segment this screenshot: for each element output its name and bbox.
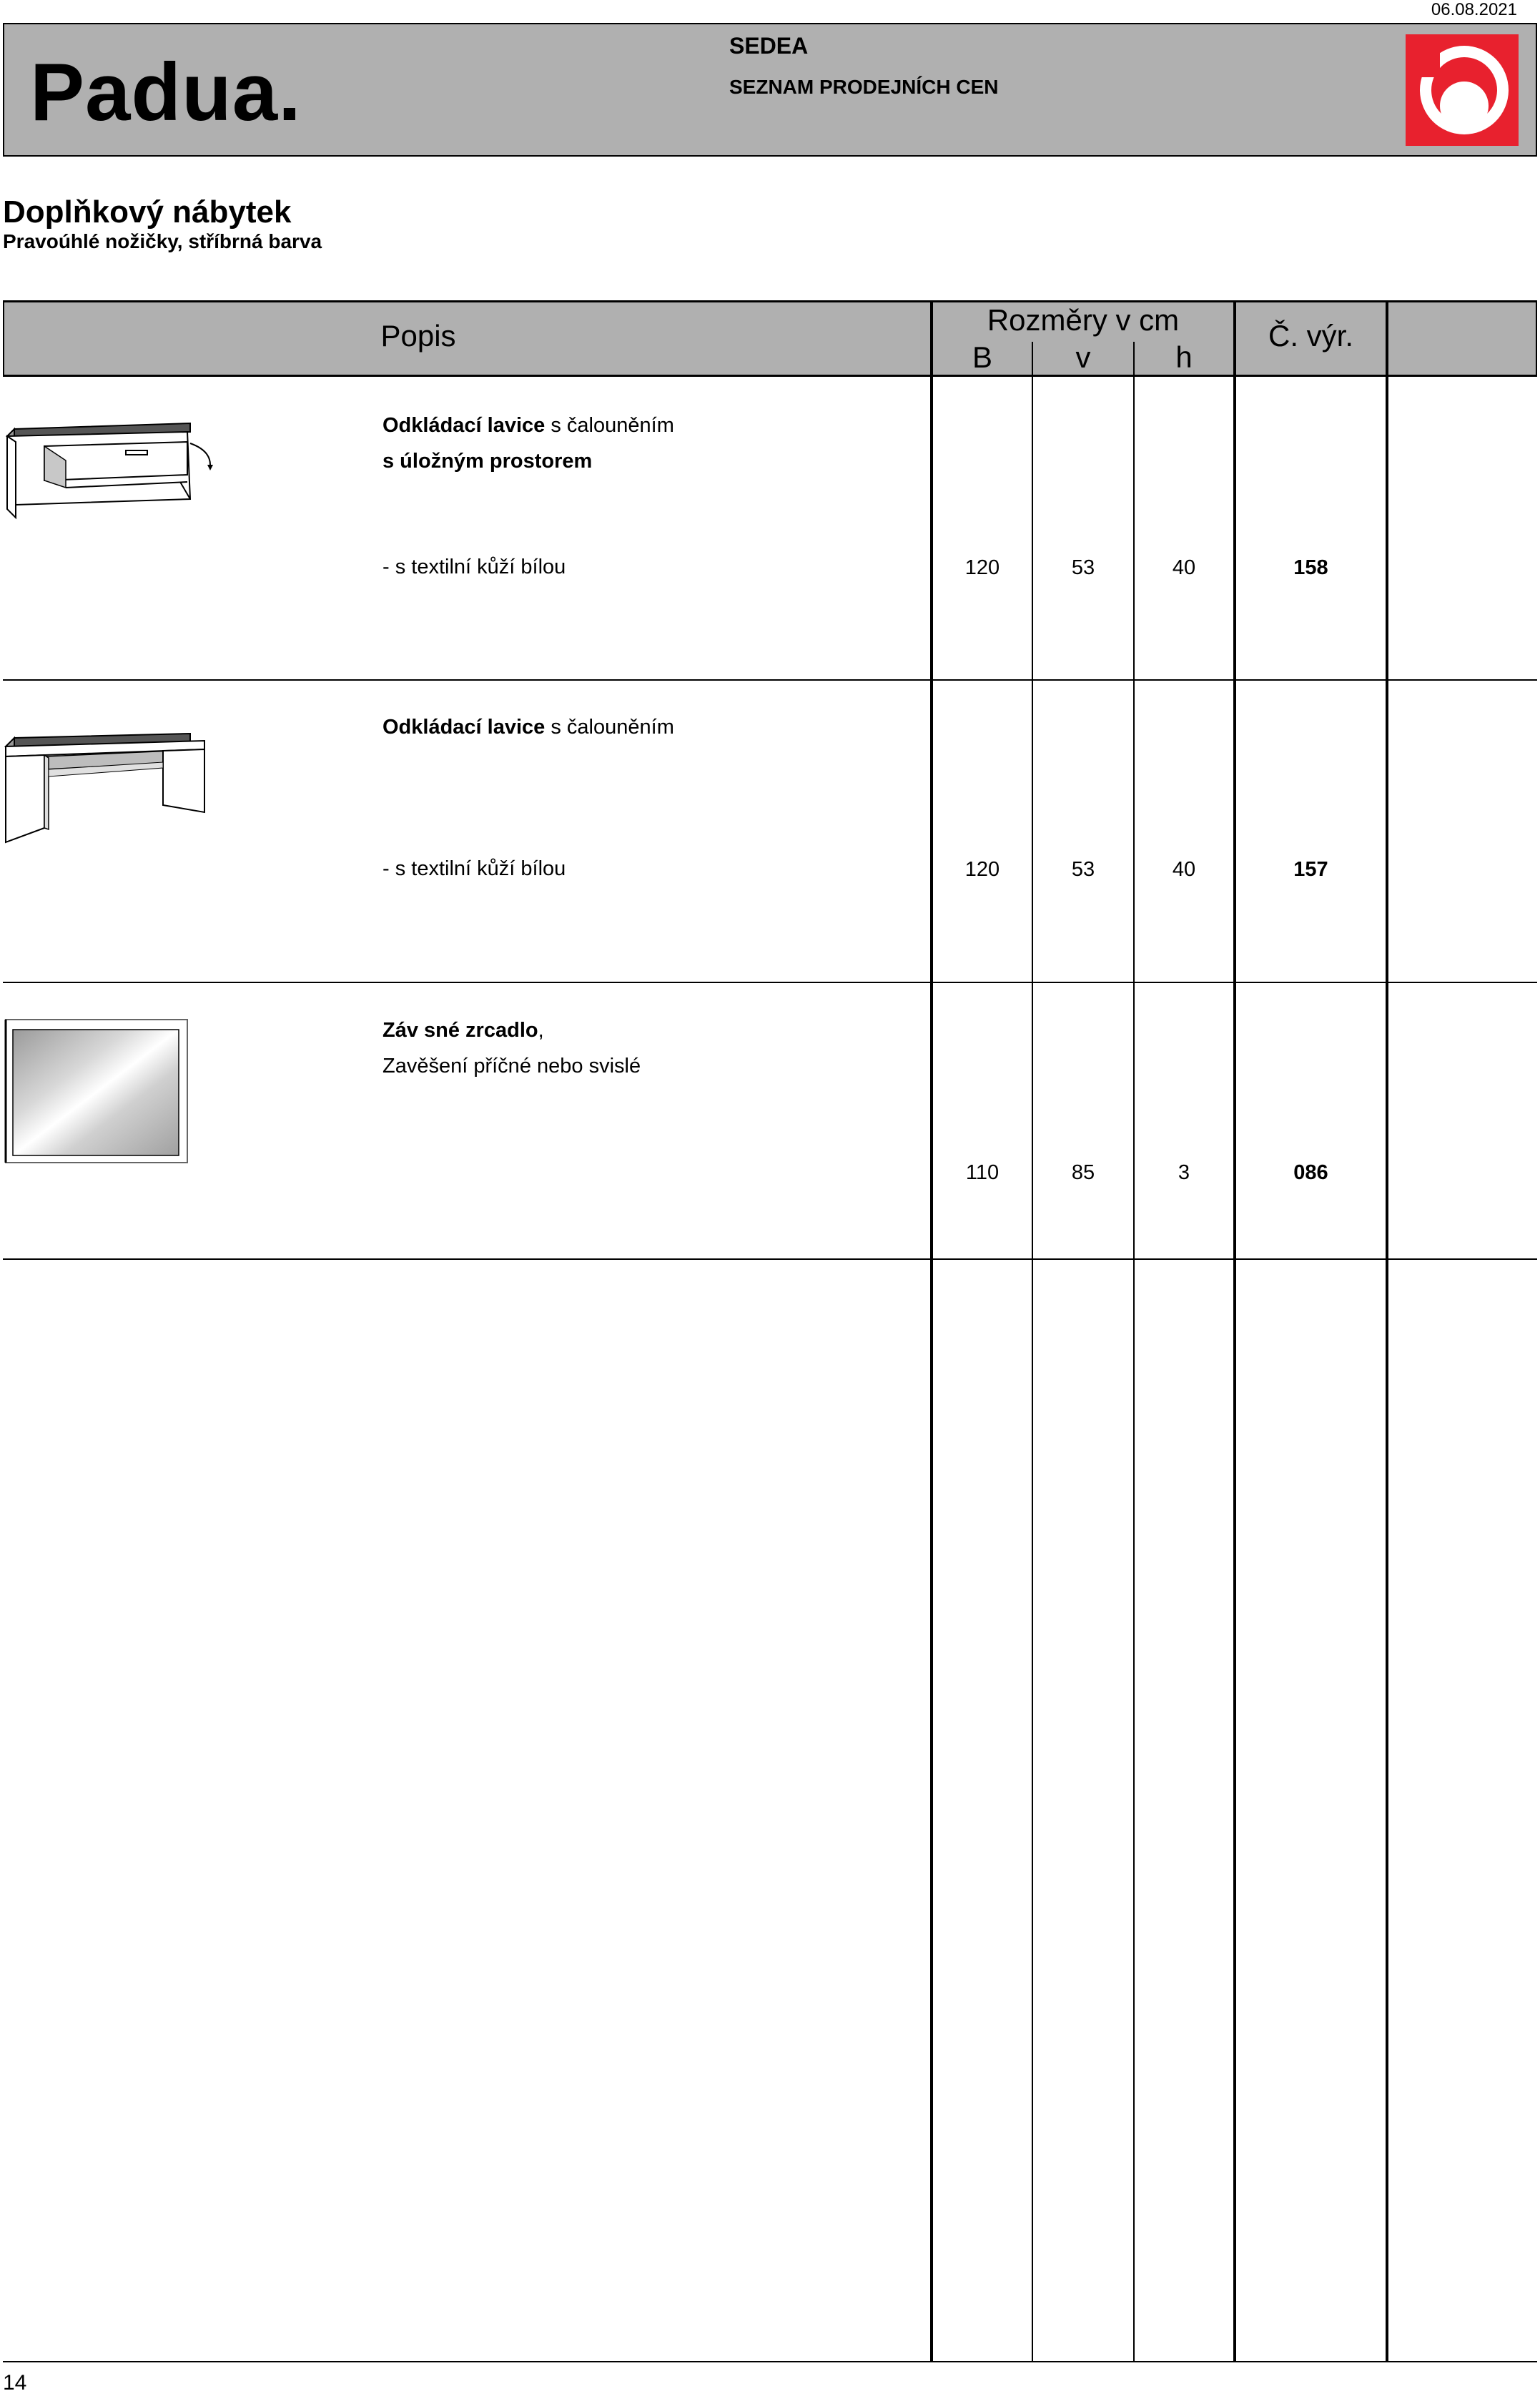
column-header-v: v — [1075, 340, 1091, 374]
column-divider — [1032, 342, 1033, 2361]
bench-icon — [3, 722, 217, 844]
section-subtitle: Pravoúhlé nožičky, stříbrná barva — [3, 230, 322, 252]
dimension-b: 120 — [964, 858, 1000, 881]
dimension-h: 40 — [1172, 556, 1196, 579]
product-code: 157 — [1293, 858, 1328, 881]
product-subtitle-bold: s úložným prostorem — [382, 450, 593, 473]
product-title — [382, 408, 674, 443]
product-title-rest: s čalouněním — [545, 414, 674, 437]
brand-title: Padua. — [30, 47, 302, 138]
dimension-v: 53 — [1071, 858, 1095, 881]
dimension-h: 40 — [1172, 858, 1196, 881]
header-left-border — [3, 300, 4, 376]
product-title-bold: Záv sné zrcadlo — [382, 1019, 538, 1042]
page-number: 14 — [3, 2371, 27, 2395]
price-list-title: SEZNAM PRODEJNÍCH CEN — [729, 76, 999, 98]
column-header-h: h — [1175, 340, 1193, 374]
product-title-rest: , — [538, 1019, 544, 1042]
page-header — [3, 23, 1537, 157]
product-title-bold: Odkládací lavice — [382, 716, 546, 739]
column-header-b: B — [972, 340, 992, 374]
column-divider — [930, 300, 933, 2361]
product-description — [382, 408, 674, 479]
sedea-logo-icon — [1406, 34, 1519, 146]
table-bottom-border — [3, 2361, 1537, 2362]
table-top-border — [3, 300, 1537, 302]
dimension-b: 120 — [964, 556, 1000, 579]
column-header-popis: Popis — [380, 319, 456, 353]
product-title — [382, 709, 674, 745]
table-header-bottom-border — [3, 375, 1537, 377]
product-variant: - s textilní kůží bílou — [382, 857, 566, 880]
column-divider — [1386, 300, 1388, 2361]
row-divider — [3, 1258, 1537, 1260]
storage-bench-icon — [3, 408, 217, 522]
dimension-v: 53 — [1071, 556, 1095, 579]
row-divider — [3, 679, 1537, 681]
product-subtitle: Zavěšení příčné nebo svislé — [382, 1055, 641, 1078]
column-header-rozmery: Rozměry v cm — [987, 303, 1180, 337]
dimension-h: 3 — [1178, 1161, 1190, 1184]
column-divider — [1233, 300, 1236, 2361]
product-description — [382, 709, 674, 745]
vendor-name: SEDEA — [729, 33, 809, 59]
row-divider — [3, 982, 1537, 983]
product-code: 158 — [1293, 556, 1328, 579]
product-title-bold: Odkládací lavice — [382, 414, 546, 437]
product-code: 086 — [1293, 1161, 1328, 1184]
mirror-icon — [3, 1018, 190, 1165]
product-variant: - s textilní kůží bílou — [382, 556, 566, 578]
header-right-border — [1536, 300, 1537, 376]
product-title — [382, 1012, 641, 1048]
dimension-b: 110 — [965, 1161, 999, 1184]
dimension-v: 85 — [1071, 1161, 1095, 1184]
column-divider — [1133, 342, 1135, 2361]
document-date: 06.08.2021 — [1431, 0, 1517, 19]
product-title-rest: s čalouněním — [545, 716, 674, 739]
product-description — [382, 1012, 641, 1084]
section-title: Doplňkový nábytek — [3, 194, 292, 230]
product-subtitle — [382, 443, 674, 479]
column-header-code: Č. výr. — [1268, 319, 1353, 353]
